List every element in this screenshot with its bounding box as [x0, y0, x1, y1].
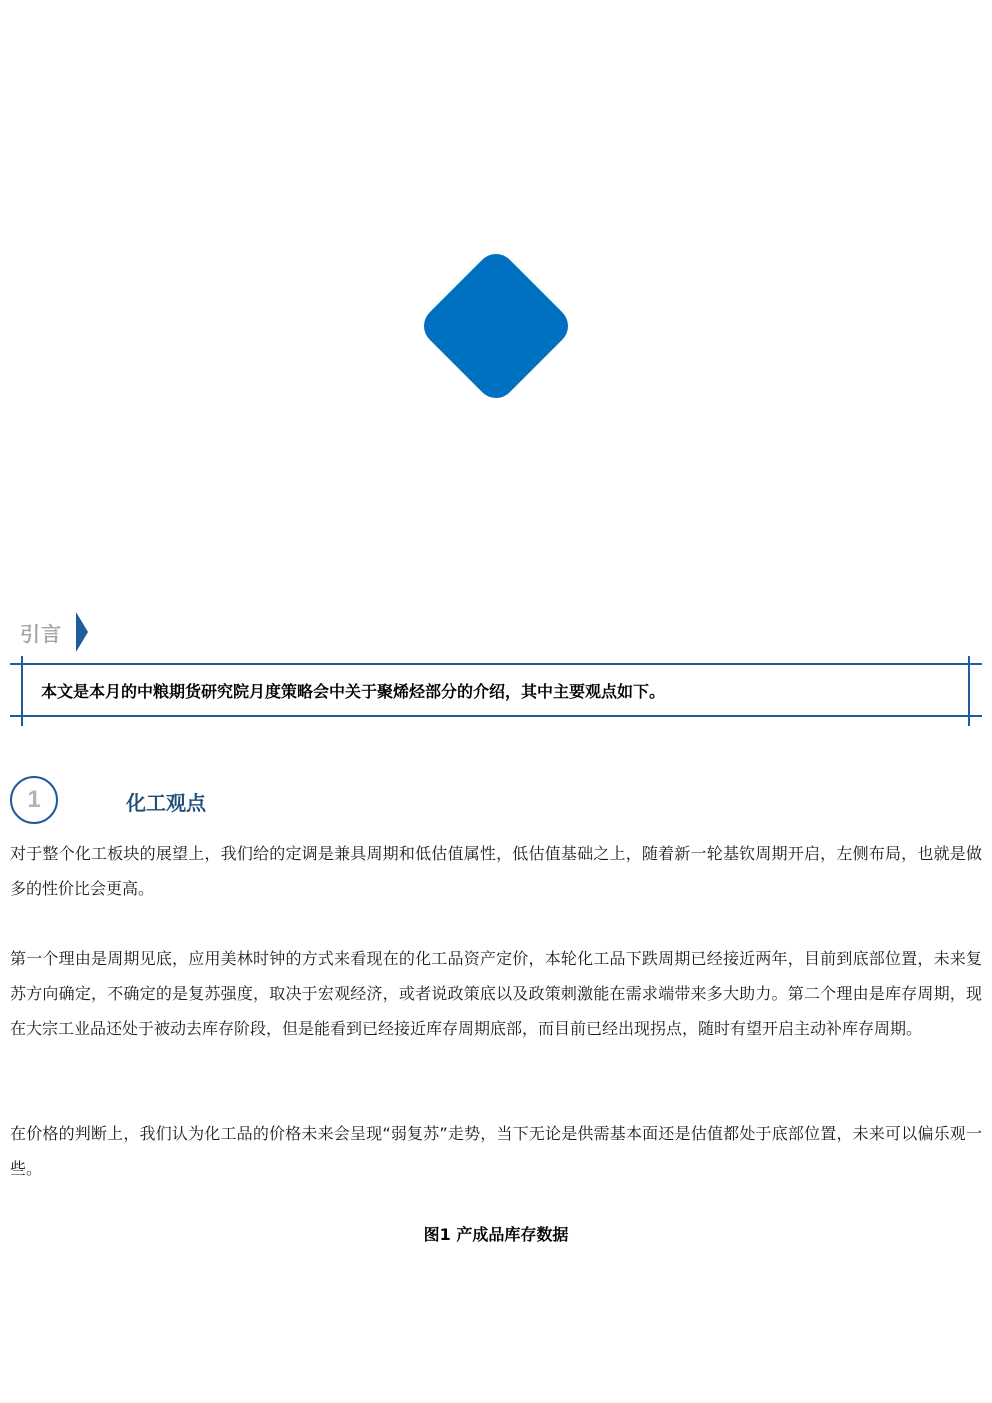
callout-right-rule	[968, 656, 970, 726]
callout-left-rule	[21, 656, 23, 726]
intro-label: 引言	[20, 621, 62, 646]
figure-caption: 图1 产成品库存数据	[423, 1225, 569, 1244]
blue-diamond-icon	[424, 254, 568, 398]
callout-bottom-rule	[10, 715, 982, 717]
triangle-right-icon	[76, 612, 88, 652]
section-number-badge: 1	[10, 776, 58, 824]
section-heading	[10, 776, 206, 824]
intro-summary-box	[10, 656, 982, 726]
diamond-shape	[424, 254, 568, 398]
intro-heading	[20, 612, 88, 652]
intro-summary-text: 本文是本月的中粮期货研究院月度策略会中关于聚烯烃部分的介绍，其中主要观点如下。	[41, 682, 666, 701]
body-paragraph-1: 对于整个化工板块的展望上，我们给的定调是兼具周期和低估值属性，低估值基础之上，随着新一轮基钦周期开启，左侧布局，也就是做多的性价比会更高。	[10, 844, 982, 898]
callout-top-rule	[10, 663, 982, 665]
body-paragraph-2: 第一个理由是周期见底，应用美林时钟的方式来看现在的化工品资产定价，本轮化工品下跌周期已经接近两年，目前到底部位置，未来复苏方向确定，不确定的是复苏强度，取决于宏观经济，或者说政策底以及政策刺激能在需求端带来多大助力。第二个理由是库存周期，现在大宗工业品还处于被动去库存阶段，但是能看到已经接近库存周期底部，而目前已经出现拐点，随时有望开启主动补库存周期。	[10, 949, 982, 1038]
section-title: 化工观点	[126, 791, 206, 815]
body-paragraph-3: 在价格的判断上，我们认为化工品的价格未来会呈现“弱复苏”走势，当下无论是供需基本面还是估值都处于底部位置，未来可以偏乐观一些。	[10, 1124, 982, 1178]
